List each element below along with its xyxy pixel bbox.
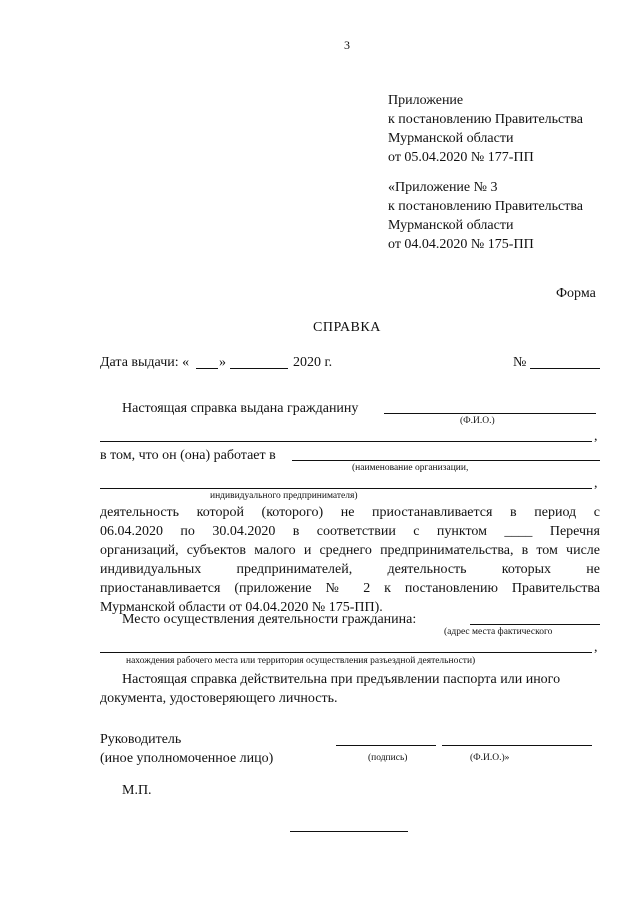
page-number: 3: [344, 38, 350, 52]
body-line-6: Мурманской области от 04.04.2020 № 175-ПП).: [100, 600, 383, 615]
validity-line-2: документа, удостоверяющего личность.: [100, 691, 338, 706]
stamp-label: М.П.: [122, 783, 152, 798]
validity-line-1: Настоящая справка действительна при предъявлении паспорта или иного: [122, 672, 561, 687]
body-line-1: деятельность которой (которого) не приостанавливается в период с: [100, 505, 600, 520]
citizen-fio-blank-2[interactable]: [100, 441, 592, 442]
signature-blank[interactable]: [336, 745, 436, 746]
signature-fio-blank[interactable]: [442, 745, 592, 746]
body-line-2: 06.04.2020 по 30.04.2020 в соответствии с пунктом ____ Перечня: [100, 524, 600, 539]
appendix-2-line-2: к постановлению Правительства: [388, 199, 584, 214]
org-name-blank-2[interactable]: [100, 488, 592, 489]
org-hint-2: индивидуального предпринимателя): [210, 491, 358, 501]
body-paragraph: [100, 503, 600, 617]
body-line-4: индивидуальных предпринимателей, деятельность которых не: [100, 562, 600, 577]
appendix-block-2: [388, 178, 583, 254]
appendix-2-line-3: Мурманской области: [388, 218, 514, 233]
citizen-fio-hint: (Ф.И.О.): [460, 416, 495, 426]
org-comma: ,: [594, 476, 598, 491]
issue-date-quote-close: »: [219, 355, 226, 370]
place-hint-2: нахождения рабочего места или территория осуществления разъездной деятельности): [126, 656, 476, 666]
signature-sign-hint: (подпись): [368, 753, 408, 763]
document-title: СПРАВКА: [313, 320, 381, 335]
issue-date-label: Дата выдачи: «: [100, 355, 190, 370]
place-comma: ,: [594, 640, 598, 655]
citizen-text: Настоящая справка выдана гражданину: [122, 401, 359, 416]
appendix-1-line-2: к постановлению Правительства: [388, 112, 584, 127]
signature-fio-hint: (Ф.И.О.)»: [470, 753, 510, 763]
appendix-2-line-4: от 04.04.2020 № 175-ПП: [388, 237, 534, 252]
form-label: Форма: [556, 286, 596, 301]
org-name-blank[interactable]: [292, 460, 600, 461]
appendix-2-line-1: «Приложение № 3: [388, 180, 498, 195]
place-address-blank[interactable]: [470, 624, 600, 625]
citizen-fio-blank[interactable]: [384, 413, 596, 414]
appendix-block-1: [388, 91, 583, 167]
place-hint: (адрес места фактического: [444, 627, 553, 637]
body-line-3: организаций, субъектов малого и среднего предпринимательства, в том числе: [100, 543, 600, 558]
issue-day-blank[interactable]: [196, 368, 218, 369]
place-text: Место осуществления деятельности гражданина:: [122, 612, 417, 627]
number-label: №: [513, 355, 527, 370]
signature-head: Руководитель: [100, 732, 182, 747]
body-line-5: приостанавливается (приложение № 2 к постановлению Правительства: [100, 581, 600, 596]
place-address-blank-2[interactable]: [100, 652, 592, 653]
citizen-comma: ,: [594, 429, 598, 444]
appendix-1-line-1: Приложение: [388, 93, 464, 108]
org-text: в том, что он (она) работает в: [100, 448, 276, 463]
appendix-1-line-3: Мурманской области: [388, 131, 514, 146]
signature-head-2: (иное уполномоченное лицо): [100, 751, 274, 766]
number-blank[interactable]: [530, 368, 600, 369]
issue-month-blank[interactable]: [230, 368, 288, 369]
issue-year: 2020 г.: [293, 355, 333, 370]
appendix-1-line-4: от 05.04.2020 № 177-ПП: [388, 150, 534, 165]
bottom-rule: [290, 831, 408, 832]
org-hint: (наименование организации,: [352, 463, 469, 473]
